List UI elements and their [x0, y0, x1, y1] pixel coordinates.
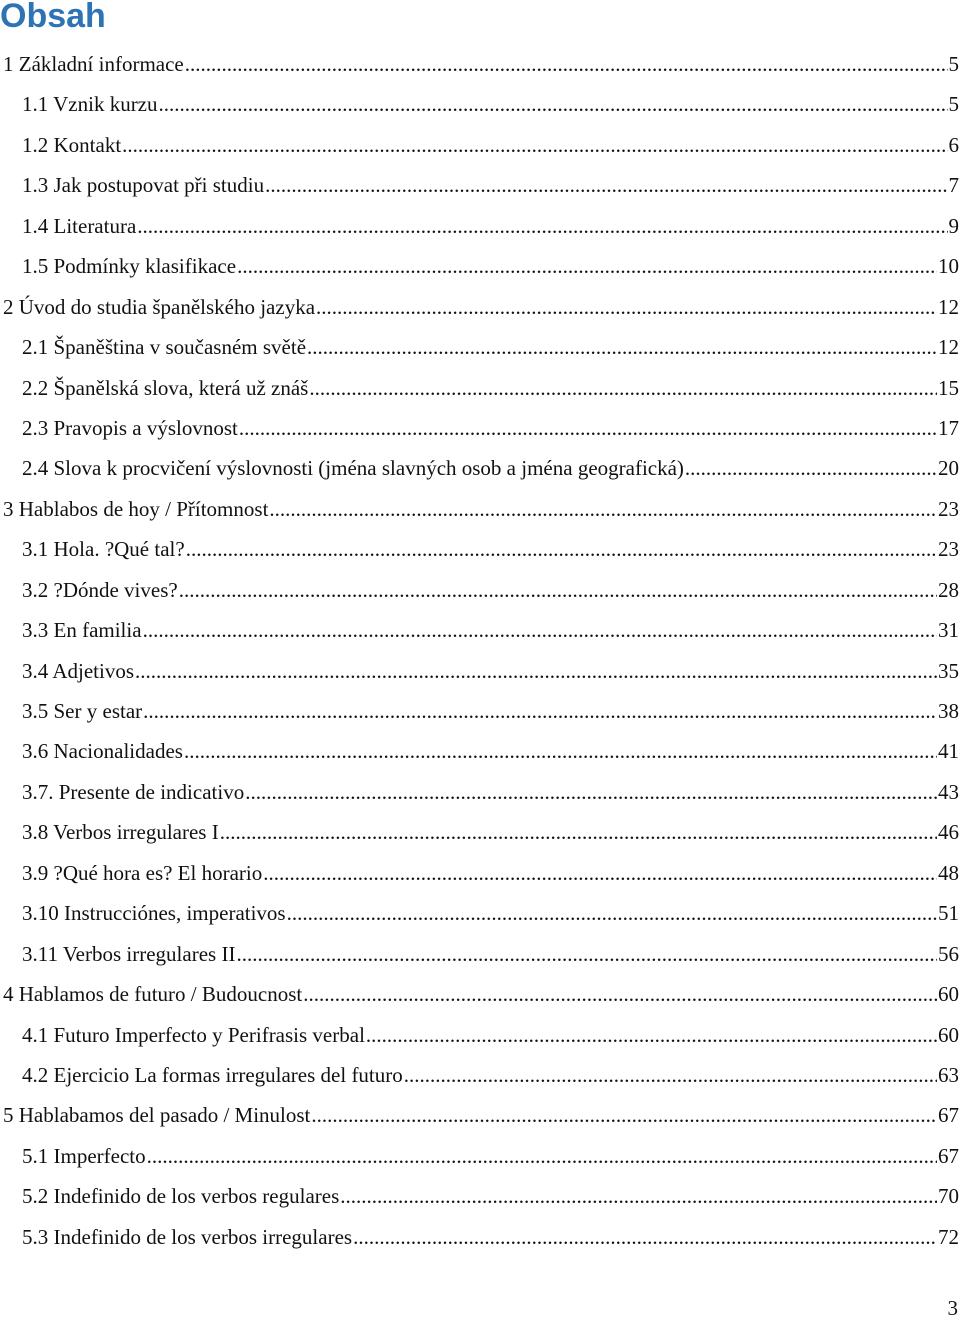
toc-entry[interactable] [0, 206, 960, 246]
toc-entry-page: 70 [938, 1184, 959, 1209]
toc-entry-title: 1.4 Literatura [22, 213, 137, 238]
toc-entry[interactable] [0, 1217, 960, 1257]
toc-entry[interactable] [0, 408, 960, 448]
toc-dot-leader [237, 246, 937, 286]
toc-entry-title: 5.3 Indefinido de los verbos irregulares [22, 1224, 353, 1249]
toc-dot-leader [184, 731, 937, 771]
toc-entry[interactable] [0, 1176, 960, 1216]
toc-entry-page: 12 [938, 294, 959, 319]
toc-entry[interactable] [0, 165, 960, 205]
toc-dot-leader [316, 287, 937, 327]
toc-entry[interactable] [0, 44, 960, 84]
toc-entry-page: 48 [938, 860, 959, 885]
toc-dot-leader [685, 448, 937, 488]
toc-dot-leader [147, 1136, 937, 1176]
toc-entry-page: 12 [938, 335, 959, 360]
toc-entry-title: 2.2 Španělská slova, která už znáš [22, 375, 309, 400]
toc-entry-page: 17 [938, 415, 959, 440]
toc-entry-page: 56 [938, 941, 959, 966]
toc-entry[interactable] [0, 731, 960, 771]
toc-entry-page: 23 [938, 496, 959, 521]
toc-entry[interactable] [0, 1136, 960, 1176]
toc-dot-leader [303, 974, 937, 1014]
toc-entry-page: 35 [938, 658, 959, 683]
toc-entry-title: 4.2 Ejercicio La formas irregulares del futuro [22, 1062, 403, 1087]
toc-entry-page: 23 [938, 537, 959, 562]
page-title: Obsah [0, 0, 106, 35]
toc-entry-page: 46 [938, 820, 959, 845]
toc-entry-page: 28 [938, 577, 959, 602]
toc-dot-leader [353, 1217, 937, 1257]
toc-dot-leader [143, 610, 937, 650]
toc-entry-title: 3.4 Adjetivos [22, 658, 135, 683]
toc-dot-leader [137, 206, 947, 246]
toc-entry-title: 4.1 Futuro Imperfecto y Perifrasis verbal [22, 1022, 365, 1047]
toc-dot-leader [185, 44, 948, 84]
toc-entry-page: 72 [938, 1224, 959, 1249]
toc-entry-title: 3.5 Ser y estar [22, 699, 143, 723]
toc-entry-page: 5 [948, 52, 959, 76]
toc-entry[interactable] [0, 125, 960, 165]
toc-entry[interactable] [0, 651, 960, 691]
page-number: 3 [947, 1296, 958, 1320]
toc-entry[interactable] [0, 529, 960, 569]
toc-dot-leader [135, 651, 937, 691]
toc-entry-title: 1.5 Podmínky klasifikace [22, 254, 237, 279]
toc-entry-title: 5.2 Indefinido de los verbos regulares [22, 1184, 340, 1209]
toc-dot-leader [186, 529, 937, 569]
toc-dot-leader [159, 84, 948, 124]
toc-entry-title: 3.7. Presente de indicativo [22, 779, 245, 804]
toc-entry[interactable] [0, 448, 960, 488]
toc-entry-title: 2.3 Pravopis a výslovnost [22, 415, 238, 440]
toc-entry[interactable] [0, 287, 960, 327]
toc-entry[interactable] [0, 1015, 960, 1055]
toc-entry-title: 3.11 Verbos irregulares II [22, 941, 236, 966]
toc-entry-page: 43 [938, 779, 959, 804]
toc-entry-page: 51 [938, 901, 959, 926]
toc-entry-title: 5.1 Imperfecto [22, 1143, 146, 1168]
toc-entry-title: 3.9 ?Qué hora es? El horario [22, 860, 263, 885]
toc-entry[interactable] [0, 772, 960, 812]
toc-entry-page: 60 [938, 982, 959, 1007]
toc-entry-page: 38 [938, 699, 959, 723]
toc-entry-page: 15 [938, 375, 959, 400]
toc-dot-leader [143, 691, 937, 731]
toc-entry-title: 3.6 Nacionalidades [22, 739, 183, 764]
toc-entry-page: 60 [938, 1022, 959, 1047]
toc-dot-leader [263, 853, 937, 893]
toc-entry-title: 3 Hablabos de hoy / Přítomnost [3, 496, 269, 521]
toc-entry-title: 5 Hablabamos del pasado / Minulost [3, 1103, 311, 1128]
toc-entry[interactable] [0, 974, 960, 1014]
toc-entry-title: 1.3 Jak postupovat při studiu [22, 173, 265, 198]
toc-entry-page: 5 [948, 92, 959, 117]
toc-entry-title: 3.3 En familia [22, 618, 142, 643]
toc-entry[interactable] [0, 610, 960, 650]
toc-entry-title: 2 Úvod do studia španělského jazyka [3, 294, 316, 319]
toc-entry-title: 3.2 ?Dónde vives? [22, 577, 178, 602]
toc-entry[interactable] [0, 1055, 960, 1095]
toc-entry-page: 67 [938, 1103, 959, 1128]
toc-dot-leader [236, 934, 937, 974]
toc-entry[interactable] [0, 570, 960, 610]
toc-entry[interactable] [0, 327, 960, 367]
toc-entry-title: 1.1 Vznik kurzu [22, 92, 158, 117]
toc-entry[interactable] [0, 1095, 960, 1135]
toc-entry-page: 31 [938, 618, 959, 643]
toc-dot-leader [239, 408, 937, 448]
toc-entry[interactable] [0, 368, 960, 408]
toc-entry[interactable] [0, 246, 960, 286]
toc-entry-page: 63 [938, 1062, 959, 1087]
toc-dot-leader [366, 1015, 937, 1055]
toc-entry[interactable] [0, 934, 960, 974]
toc-dot-leader [287, 893, 937, 933]
toc-entry-title: 1.2 Kontakt [22, 132, 122, 157]
toc-dot-leader [404, 1055, 937, 1095]
toc-dot-leader [340, 1176, 937, 1216]
toc-entry[interactable] [0, 812, 960, 852]
toc-entry[interactable] [0, 691, 960, 731]
toc-entry-page: 20 [938, 456, 959, 481]
toc-entry-title: 3.1 Hola. ?Qué tal? [22, 537, 185, 562]
toc-dot-leader [309, 368, 937, 408]
toc-entry-title: 3.8 Verbos irregulares I [22, 820, 219, 845]
toc-dot-leader [245, 772, 937, 812]
toc-entry[interactable] [0, 489, 960, 529]
toc-entry-page: 9 [948, 213, 959, 238]
toc-entry-title: 1 Základní informace [3, 52, 184, 76]
toc-dot-leader [311, 1095, 937, 1135]
toc-entry-page: 6 [948, 132, 959, 157]
toc-dot-leader [307, 327, 937, 367]
toc-entry[interactable] [0, 84, 960, 124]
toc-entry[interactable] [0, 893, 960, 933]
toc-entry[interactable] [0, 853, 960, 893]
toc-entry-title: 2.1 Španěština v současném světě [22, 335, 307, 360]
toc-entry-title: 4 Hablamos de futuro / Budoucnost [3, 982, 303, 1007]
toc-entry-page: 7 [948, 173, 959, 198]
toc-dot-leader [220, 812, 937, 852]
table-of-contents [0, 44, 960, 1257]
toc-entry-page: 67 [938, 1143, 959, 1168]
toc-entry-page: 10 [938, 254, 959, 279]
toc-entry-title: 3.10 Instrucciónes, imperativos [22, 901, 286, 926]
toc-dot-leader [269, 489, 937, 529]
toc-entry-page: 41 [938, 739, 959, 764]
toc-entry-title: 2.4 Slova k procvičení výslovnosti (jména slavných osob a jména geografická) [22, 456, 684, 481]
toc-dot-leader [179, 570, 937, 610]
toc-dot-leader [265, 165, 947, 205]
toc-dot-leader [122, 125, 947, 165]
